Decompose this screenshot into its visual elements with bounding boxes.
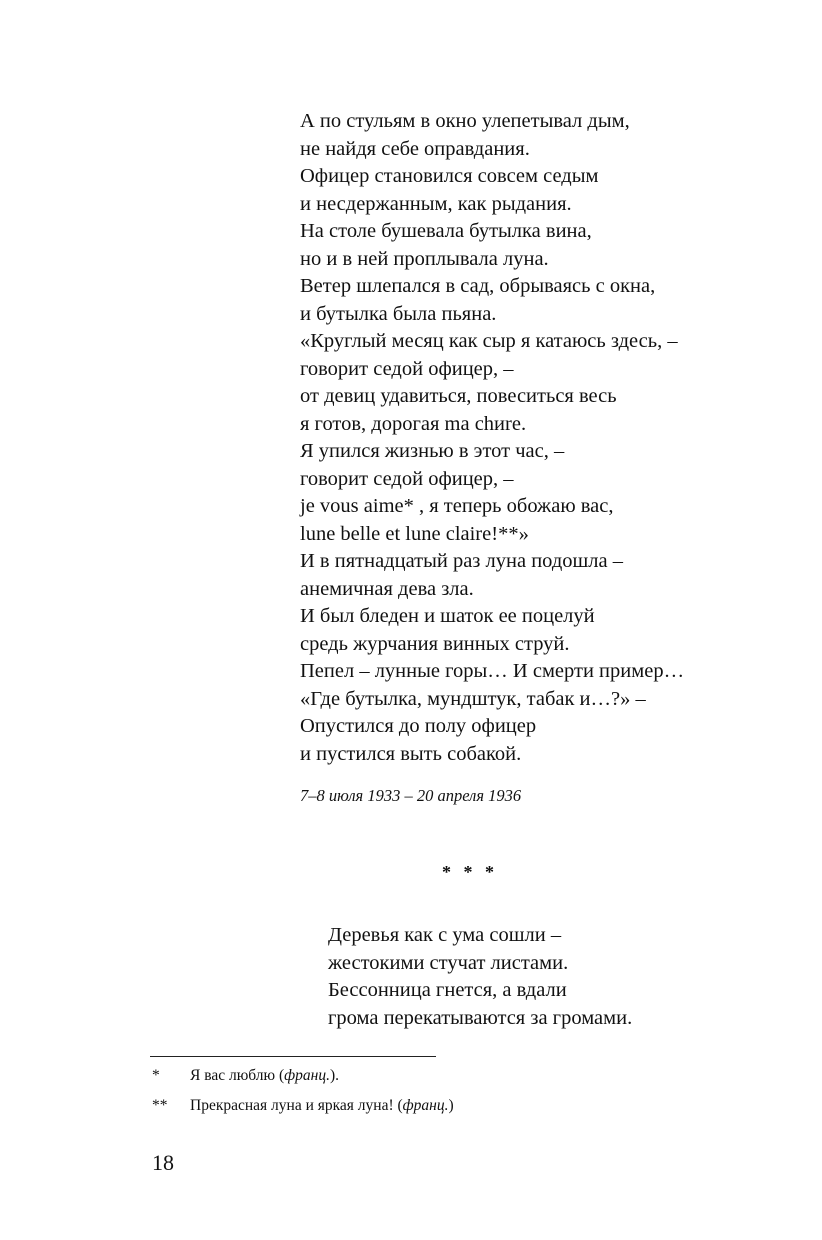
poem-line: не найдя себе оправдания. [300, 137, 530, 160]
poem-line: Деревья как с ума сошли – [328, 924, 562, 946]
poem-line: Я упился жизнью в этот час, – [300, 440, 565, 462]
poem-line: говорит седой офицер, – [300, 467, 514, 490]
poem-line: анемичная дева зла. [300, 577, 474, 600]
footnote-lang: франц. [402, 1097, 449, 1114]
poem-line: и пустился выть собакой. [300, 742, 522, 765]
poem-line: Офицер становился совсем седым [300, 165, 599, 187]
footnote-lang: франц. [284, 1067, 330, 1084]
footnote [150, 1066, 710, 1096]
poem-line: «Где бутылка, мундштук, табак и…?» – [300, 687, 646, 710]
poem-second [328, 922, 768, 1032]
poem-line: грома перекатываются за громами. [328, 1006, 633, 1029]
footnote-text: Я вас люблю (франц.). [190, 1067, 340, 1084]
poem-line: и бутылка была пьяна. [300, 302, 497, 325]
poem-line: И был бледен и шаток ее поцелуй [300, 605, 595, 627]
poem-line: от девиц удавиться, повеситься весь [300, 385, 617, 407]
footnote [150, 1096, 710, 1126]
poem-line: lune belle et lune claire!**» [300, 522, 529, 545]
poem-line: Ветер шлепался в сад, обрываясь с окна, [300, 275, 656, 297]
footnote-text: Прекрасная луна и яркая луна! (франц.) [190, 1097, 454, 1114]
footnote-divider [150, 1056, 436, 1057]
poem-line: и несдержанным, как рыдания. [300, 192, 572, 215]
footnote-mark: ** [152, 1097, 168, 1114]
poem-line: Опустился до полу офицер [300, 715, 537, 737]
poem-line: И в пятнадцатый раз луна подошла – [300, 550, 624, 572]
poem-line: средь журчания винных струй. [300, 632, 570, 655]
poem-first [300, 108, 780, 768]
poem-line: Пепел – лунные горы… И смерти пример… [300, 660, 685, 682]
poem-line: На столе бушевала бутылка вина, [300, 220, 592, 242]
poem-line: «Круглый месяц как сыр я катаюсь здесь, – [300, 330, 678, 352]
poem-date: 7–8 июля 1933 – 20 апреля 1936 [300, 786, 522, 805]
poem-line: я готов, дорогая ma chиre. [300, 412, 527, 435]
section-separator: * * * [442, 862, 498, 882]
poem-line: Бессонница гнется, а вдали [328, 979, 567, 1001]
page-number: 18 [152, 1150, 174, 1175]
poem-line: но и в ней проплывала луна. [300, 247, 549, 270]
poem-line: жестокими стучат листами. [328, 951, 569, 974]
poem-line: А по стульям в окно улепетывал дым, [300, 110, 630, 132]
footnote-mark: * [152, 1067, 160, 1084]
poem-line: говорит седой офицер, – [300, 357, 514, 380]
footnotes [150, 1066, 710, 1126]
poem-line: je vous aime* , я теперь обожаю вас, [300, 495, 614, 517]
